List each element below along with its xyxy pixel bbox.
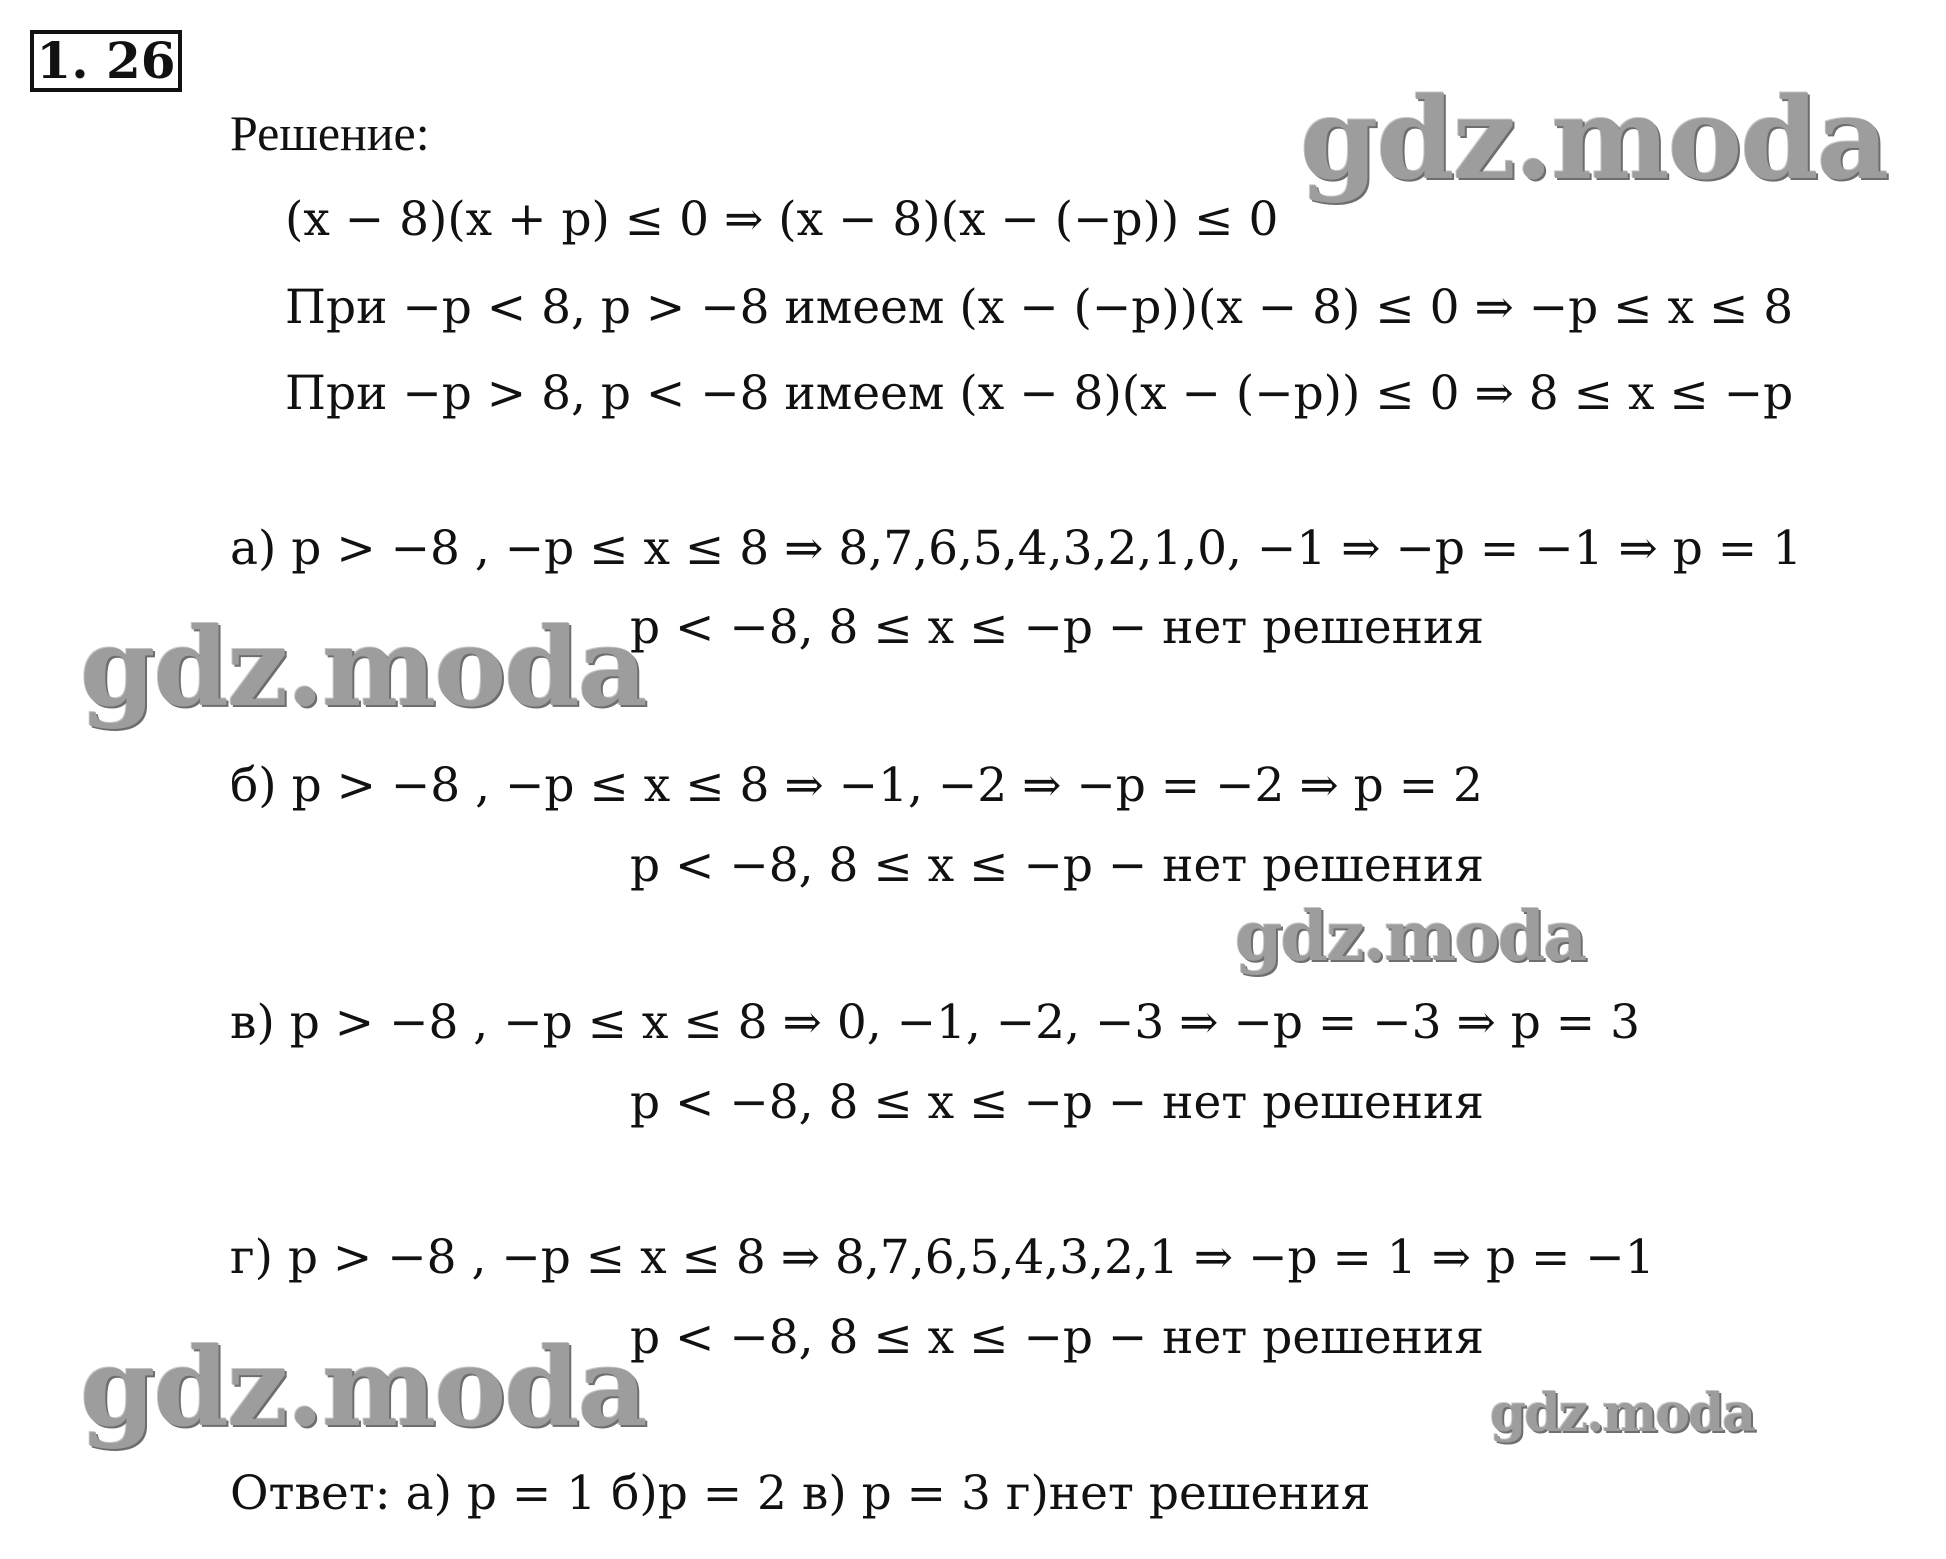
part-a-line-2: p < −8, 8 ≤ x ≤ −p − нет решения (630, 600, 1484, 655)
problem-number: 1. 26 (30, 30, 182, 92)
equation-setup-3: При −p > 8, p < −8 имеем (x − 8)(x − (−p)) ≤ 0 ⇒ 8 ≤ x ≤ −p (285, 366, 1794, 421)
watermark-logo: gdz.moda (1490, 1383, 1755, 1444)
part-b-line-1: б) p > −8 , −p ≤ x ≤ 8 ⇒ −1, −2 ⇒ −p = −2 ⇒ p = 2 (230, 758, 1483, 813)
part-b-line-2: p < −8, 8 ≤ x ≤ −p − нет решения (630, 838, 1484, 893)
watermark-logo: gdz.moda (80, 605, 646, 731)
watermark-logo: gdz.moda (1300, 74, 1888, 205)
part-c-line-1: в) p > −8 , −p ≤ x ≤ 8 ⇒ 0, −1, −2, −3 ⇒ −p = −3 ⇒ p = 3 (230, 995, 1641, 1050)
part-d-line-2: p < −8, 8 ≤ x ≤ −p − нет решения (630, 1310, 1484, 1365)
part-d-line-1: г) p > −8 , −p ≤ x ≤ 8 ⇒ 8,7,6,5,4,3,2,1 ⇒ −p = 1 ⇒ p = −1 (230, 1230, 1655, 1285)
watermark-logo: gdz.moda (1235, 897, 1586, 977)
equation-setup-2: При −p < 8, p > −8 имеем (x − (−p))(x − 8) ≤ 0 ⇒ −p ≤ x ≤ 8 (285, 280, 1794, 335)
part-a-line-1: а) p > −8 , −p ≤ x ≤ 8 ⇒ 8,7,6,5,4,3,2,1,0, −1 ⇒ −p = −1 ⇒ p = 1 (230, 521, 1802, 576)
answer-line: Ответ: а) p = 1 б)p = 2 в) p = 3 г)нет решения (230, 1466, 1371, 1521)
part-c-line-2: p < −8, 8 ≤ x ≤ −p − нет решения (630, 1075, 1484, 1130)
watermark-logo: gdz.moda (80, 1325, 646, 1451)
equation-setup-1: (x − 8)(x + p) ≤ 0 ⇒ (x − 8)(x − (−p)) ≤ 0 (285, 192, 1279, 247)
solution-label: Решение: (230, 105, 430, 161)
